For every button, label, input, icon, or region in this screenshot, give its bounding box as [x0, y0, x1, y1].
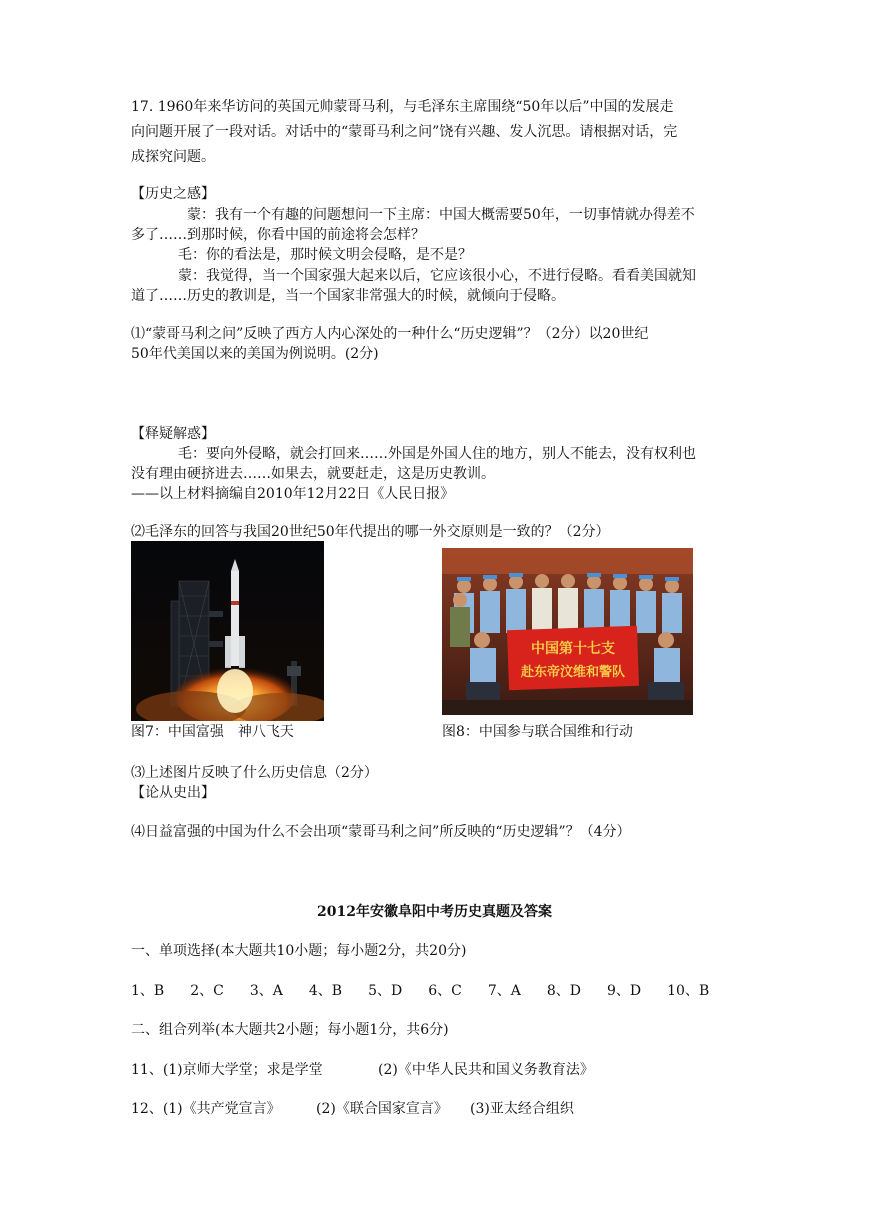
question-3: ⑶上述图片反映了什么历史信息（2分） [131, 765, 378, 781]
q17-intro-line-1: 17. 1960年来华访问的英国元帅蒙哥马利，与毛泽东主席围绕“50年以后”中国的发展走 [131, 99, 674, 115]
dialogue-montgomery-1-line-2: 多了……到那时候，你看中国的前途将会怎样？ [131, 227, 425, 243]
part-2-heading: 二、组合列举(本大题共2小题；每小题1分，共6分) [131, 1022, 449, 1038]
mc-answer: 7、A [487, 983, 521, 999]
answer-11-part-2: (2)《中华人民共和国义务教育法》 [378, 1062, 594, 1078]
banner-text-1: 中国第十七支 [531, 641, 615, 657]
banner-text-2: 赴东帝汶维和警队 [520, 665, 626, 680]
dialogue-montgomery-2-line-2: 道了……历史的教训是，当一个国家非常强大的时候，就倾向于侵略。 [131, 288, 565, 304]
mc-answer: 8、D [546, 983, 581, 999]
answer-12-part-1: 12、(1)《共产党宣言》 [131, 1101, 281, 1117]
question-1-line-2: 50年代美国以来的美国为例说明。(2分) [131, 346, 379, 362]
mc-answers-row [131, 981, 709, 1001]
peacekeeping-team-photo [442, 548, 693, 715]
mc-answer: 3、A [249, 983, 283, 999]
dialogue-mao-2-line-2: 没有理由硬挤进去……如果去，就要赶走，这是历史教训。 [131, 466, 495, 482]
answers-title: 2012年安徽阜阳中考历史真题及答案 [317, 904, 552, 920]
mc-answer: 4、B [308, 983, 343, 999]
part-1-heading: 一、单项选择(本大题共10小题；每小题2分，共20分) [131, 943, 467, 959]
material-source: ——以上材料摘编自2010年12月22日《人民日报》 [131, 486, 455, 502]
section-title-history-argument: 【论从史出】 [131, 785, 215, 801]
question-2: ⑵毛泽东的回答与我国20世纪50年代提出的哪一外交原则是一致的？（2分） [131, 524, 610, 540]
answer-12-part-2: (2)《联合国家宣言》 [316, 1101, 448, 1117]
mc-answer: 2、C [190, 983, 224, 999]
dialogue-montgomery-1-line-1: 蒙：我有一个有趣的问题想问一下主席：中国大概需要50年，一切事情就办得差不 [187, 207, 695, 223]
dialogue-mao-2-line-1: 毛：要向外侵略，就会打回来……外国是外国人住的地方，别人不能去，没有权利也 [178, 446, 696, 462]
q17-intro-line-3: 成探究问题。 [131, 149, 215, 165]
question-1-line-1: ⑴“蒙哥马利之问”反映了西方人内心深处的一种什么“历史逻辑”？（2分）以20世纪 [131, 326, 649, 342]
figure-8-caption: 图8：中国参与联合国维和行动 [442, 724, 633, 740]
rocket-launch-photo [131, 541, 324, 721]
figure-7-caption: 图7：中国富强 神八飞天 [131, 724, 294, 740]
red-banner [507, 626, 639, 691]
mc-answer: 10、B [667, 983, 710, 999]
answer-11-part-1: 11、(1)京师大学堂；求是学堂 [131, 1062, 323, 1078]
dialogue-mao-1: 毛：你的看法是，那时候文明会侵略，是不是？ [178, 247, 472, 263]
mc-answer: 6、C [428, 983, 462, 999]
answer-12-part-3: (3)亚太经合组织 [470, 1101, 574, 1117]
section-title-clarify: 【释疑解惑】 [131, 426, 215, 442]
question-4: ⑷日益富强的中国为什么不会出项“蒙哥马利之问”所反映的“历史逻辑”？（4分） [131, 824, 631, 840]
dialogue-montgomery-2-line-1: 蒙：我觉得，当一个国家强大起来以后，它应该很小心，不进行侵略。看看美国就知 [178, 268, 696, 284]
mc-answer: 9、D [607, 983, 642, 999]
q17-intro-line-2: 向问题开展了一段对话。对话中的“蒙哥马利之问”饶有兴趣、发人沉思。请根据对话，完 [131, 124, 678, 140]
section-title-history-feeling: 【历史之感】 [131, 186, 215, 202]
mc-answer: 5、D [368, 983, 403, 999]
mc-answer: 1、B [131, 983, 165, 999]
